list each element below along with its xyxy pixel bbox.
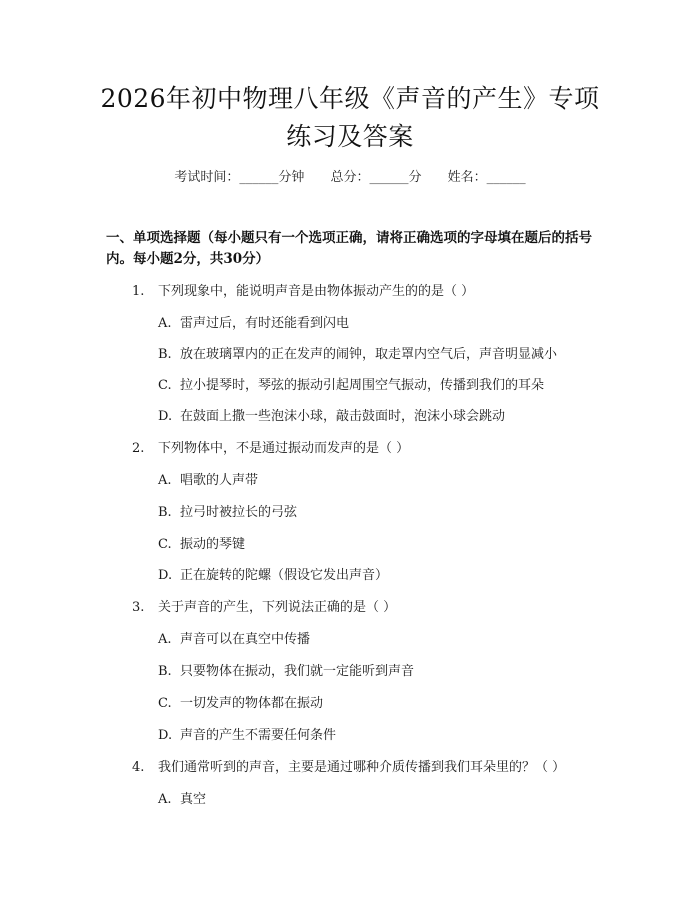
exam-info-row	[0, 168, 700, 188]
exam-time-field: 考试时间：______分钟	[174, 170, 305, 185]
question-4	[132, 758, 602, 778]
question-4-option-a	[158, 790, 598, 810]
option-text: 拉弓时被拉长的弓弦	[180, 505, 298, 520]
title-line-1: 2026年初中物理八年级《声音的产生》专项	[100, 84, 600, 113]
student-name-field: 姓名：______	[447, 170, 526, 185]
total-score-field: 总分：______分	[330, 170, 422, 185]
document-title	[60, 80, 640, 156]
option-text: 雷声过后，有时还能看到闪电	[180, 316, 350, 331]
option-text: 只要物体在振动，我们就一定能听到声音	[180, 664, 415, 679]
question-3-option-c	[158, 694, 598, 714]
question-number: 4.	[132, 760, 145, 775]
question-text: 我们通常听到的声音，主要是通过哪种介质传播到我们耳朵里的？（ ）	[158, 760, 566, 775]
option-letter: B.	[158, 505, 172, 520]
option-text: 拉小提琴时，琴弦的振动引起周围空气振动，传播到我们的耳朵	[180, 378, 545, 393]
question-2-option-b	[158, 503, 598, 523]
option-letter: C.	[158, 696, 172, 711]
question-3-option-d	[158, 726, 598, 746]
question-number: 2.	[132, 441, 145, 456]
option-letter: C.	[158, 537, 172, 552]
option-text: 声音可以在真空中传播	[180, 632, 311, 647]
option-letter: D.	[158, 568, 173, 583]
option-text: 正在旋转的陀螺（假设它发出声音）	[180, 568, 389, 583]
option-text: 振动的琴键	[180, 537, 246, 552]
question-1-option-b	[158, 345, 598, 365]
question-text: 下列现象中，能说明声音是由物体振动产生的的是（ ）	[158, 284, 475, 299]
title-line-2: 练习及答案	[286, 122, 414, 151]
question-text: 下列物体中，不是通过振动而发声的是（ ）	[158, 441, 410, 456]
option-letter: A.	[158, 473, 172, 488]
question-1-option-d	[158, 407, 598, 427]
option-text: 声音的产生不需要任何条件	[180, 728, 337, 743]
section-heading: 一、单项选择题（每小题只有一个选项正确，请将正确选项的字母填在题后的括号内。每小题2分，共30分）	[106, 230, 592, 267]
option-letter: A.	[158, 316, 172, 331]
question-2-option-a	[158, 471, 598, 491]
question-1	[132, 282, 602, 302]
option-text: 在鼓面上撒一些泡沫小球，敲击鼓面时，泡沫小球会跳动	[180, 409, 506, 424]
option-letter: D.	[158, 728, 173, 743]
option-letter: A.	[158, 792, 172, 807]
option-letter: B.	[158, 347, 172, 362]
option-text: 一切发声的物体都在振动	[180, 696, 324, 711]
option-text: 放在玻璃罩内的正在发声的闹钟，取走罩内空气后，声音明显减小	[180, 347, 558, 362]
question-3-option-b	[158, 662, 598, 682]
option-letter: C.	[158, 378, 172, 393]
question-2-option-d	[158, 566, 598, 586]
option-letter: B.	[158, 664, 172, 679]
option-letter: A.	[158, 632, 172, 647]
option-letter: D.	[158, 409, 173, 424]
question-1-option-c	[158, 376, 598, 396]
question-3-option-a	[158, 630, 598, 650]
option-text: 真空	[180, 792, 207, 807]
question-number: 3.	[132, 600, 145, 615]
question-3	[132, 598, 602, 618]
option-text: 唱歌的人声带	[180, 473, 259, 488]
question-1-option-a	[158, 314, 598, 334]
question-2-option-c	[158, 535, 598, 555]
question-text: 关于声音的产生，下列说法正确的是（ ）	[158, 600, 397, 615]
question-number: 1.	[132, 284, 145, 299]
question-2	[132, 439, 602, 459]
